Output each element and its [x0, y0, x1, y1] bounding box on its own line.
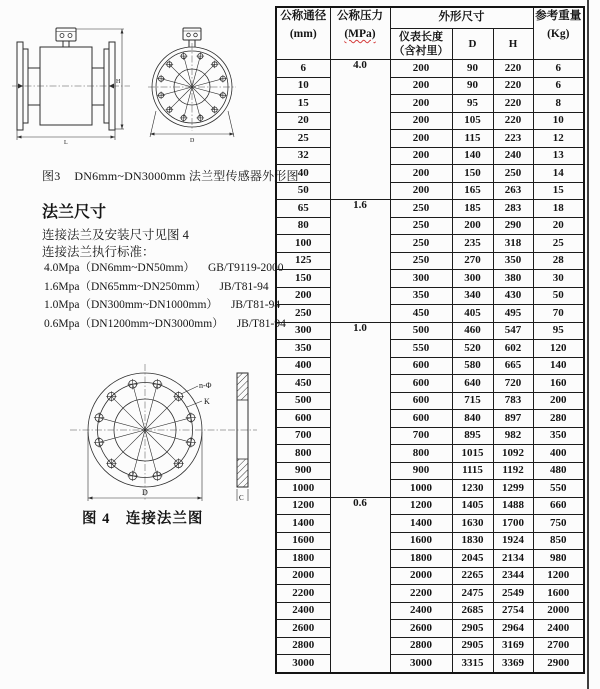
cell-weight: 2900: [533, 655, 584, 673]
standard-code: JB/T81-94: [219, 280, 269, 293]
cell-h: 1700: [493, 515, 533, 533]
dimension-L: [17, 130, 115, 145]
cell-weight: 140: [533, 357, 584, 375]
cell-h: 220: [493, 60, 533, 78]
table-row: [276, 95, 584, 113]
sensor-front-view-diagram: [146, 27, 240, 145]
cell-dn: 1200: [276, 497, 330, 515]
cell-dn: 2200: [276, 585, 330, 603]
cell-h: 2549: [493, 585, 533, 603]
cell-dn: 3000: [276, 655, 330, 673]
cell-h: 283: [493, 200, 533, 218]
table-row: [276, 340, 584, 358]
cell-d: 840: [452, 410, 493, 428]
cell-weight: 550: [533, 480, 584, 498]
cell-weight: 2700: [533, 637, 584, 655]
table-row: [276, 427, 584, 445]
standard-item: [44, 278, 286, 297]
cell-dn: 6: [276, 60, 330, 78]
table-row: [276, 480, 584, 498]
standard-item: [44, 296, 286, 315]
cell-d: 3315: [452, 655, 493, 673]
cell-dn: 150: [276, 270, 330, 288]
cell-length: 2800: [390, 637, 452, 655]
flange-dimension-table: [275, 6, 585, 674]
table-row: [276, 130, 584, 148]
flange-standard-line: 连接法兰执行标准：: [42, 245, 155, 259]
cell-pressure: 1.0: [330, 322, 390, 497]
cell-h: 350: [493, 252, 533, 270]
cell-pressure: 1.6: [330, 200, 390, 323]
flange-section-view: [228, 373, 257, 502]
cell-h: 220: [493, 112, 533, 130]
cell-length: 250: [390, 235, 452, 253]
standard-code: GB/T9119-2000: [207, 262, 284, 274]
cell-weight: 480: [533, 462, 584, 480]
cell-h: 1924: [493, 532, 533, 550]
cell-d: 1830: [452, 532, 493, 550]
table-row: [276, 217, 584, 235]
cell-h: 250: [493, 165, 533, 183]
table-row: [276, 147, 584, 165]
cell-d: 715: [452, 392, 493, 410]
standard-spec: 1.6Mpa（DN65mm~DN250mm）: [44, 280, 207, 293]
cell-weight: 18: [533, 200, 584, 218]
cell-d: 300: [452, 270, 493, 288]
cell-weight: 28: [533, 252, 584, 270]
cell-h: 1192: [493, 462, 533, 480]
table-row: [276, 445, 584, 463]
cell-length: 450: [390, 305, 452, 323]
cell-d: 460: [452, 322, 493, 340]
cell-h: 1299: [493, 480, 533, 498]
connection-flange-diagram: [58, 360, 263, 508]
cell-h: 290: [493, 217, 533, 235]
cell-dn: 900: [276, 462, 330, 480]
label-n-phi: n-Φ: [199, 381, 212, 390]
cell-d: 200: [452, 217, 493, 235]
cell-d: 1115: [452, 462, 493, 480]
label-K: K: [204, 397, 210, 406]
cell-length: 500: [390, 322, 452, 340]
cell-h: 783: [493, 392, 533, 410]
figure4-caption: 图 4 连接法兰图: [82, 511, 204, 527]
table-header-row-1: [276, 7, 584, 29]
cell-length: 200: [390, 182, 452, 200]
cell-d: 340: [452, 287, 493, 305]
dim-label-D: D: [142, 488, 148, 497]
cell-h: 495: [493, 305, 533, 323]
cell-d: 2905: [452, 637, 493, 655]
cell-h: 720: [493, 375, 533, 393]
cell-dn: 300: [276, 322, 330, 340]
table-row: [276, 462, 584, 480]
cell-weight: 10: [533, 112, 584, 130]
cell-h: 220: [493, 95, 533, 113]
cell-h: 897: [493, 410, 533, 428]
cell-dn: 10: [276, 77, 330, 95]
dim-label-H: H: [116, 79, 121, 85]
header-nominal-pressure: 公称压力 (MPa): [330, 7, 390, 60]
table-row: [276, 165, 584, 183]
cell-weight: 2400: [533, 620, 584, 638]
cell-h: 602: [493, 340, 533, 358]
table-row: [276, 602, 584, 620]
cell-d: 405: [452, 305, 493, 323]
cell-dn: 2600: [276, 620, 330, 638]
cell-h: 263: [493, 182, 533, 200]
cell-length: 200: [390, 60, 452, 78]
cell-length: 1000: [390, 480, 452, 498]
cell-weight: 850: [533, 532, 584, 550]
table-row: [276, 620, 584, 638]
cell-h: 220: [493, 77, 533, 95]
flange-install-line: 连接法兰及安装尺寸见图 4: [42, 228, 189, 242]
cell-weight: 25: [533, 235, 584, 253]
cell-length: 700: [390, 427, 452, 445]
cell-length: 200: [390, 112, 452, 130]
table-row: [276, 252, 584, 270]
standard-spec: 1.0Mpa（DN300mm~DN1000mm）: [44, 299, 218, 311]
header-reference-weight: 参考重量 (Kg): [533, 7, 584, 60]
figure3-title: DN6mm~DN3000mm 法兰型传感器外形图: [74, 169, 299, 183]
cell-length: 2200: [390, 585, 452, 603]
cell-d: 2475: [452, 585, 493, 603]
cell-h: 380: [493, 270, 533, 288]
cell-d: 140: [452, 147, 493, 165]
table-row: [276, 322, 584, 340]
cell-d: 2265: [452, 567, 493, 585]
sensor-side-view-diagram: [12, 27, 134, 145]
table-row: [276, 357, 584, 375]
cell-dn: 100: [276, 235, 330, 253]
header-outline-dimensions: 外形尺寸: [390, 7, 533, 29]
cell-dn: 50: [276, 182, 330, 200]
cell-dn: 1400: [276, 515, 330, 533]
cell-length: 3000: [390, 655, 452, 673]
cell-dn: 600: [276, 410, 330, 428]
cell-d: 165: [452, 182, 493, 200]
table-row: [276, 200, 584, 218]
cell-dn: 450: [276, 375, 330, 393]
cell-dn: 2000: [276, 567, 330, 585]
table-row: [276, 375, 584, 393]
cell-weight: 200: [533, 392, 584, 410]
standard-item: [44, 259, 286, 278]
cell-weight: 1200: [533, 567, 584, 585]
cell-dn: 40: [276, 165, 330, 183]
dim-label-C: C: [239, 494, 244, 502]
cell-d: 115: [452, 130, 493, 148]
cell-dn: 1000: [276, 480, 330, 498]
cell-d: 895: [452, 427, 493, 445]
cell-length: 1600: [390, 532, 452, 550]
cell-dn: 80: [276, 217, 330, 235]
bolt-circle-callout: [187, 397, 210, 407]
bolt-callout: [181, 381, 212, 394]
cell-dn: 125: [276, 252, 330, 270]
cell-length: 600: [390, 357, 452, 375]
cell-h: 982: [493, 427, 533, 445]
cell-length: 200: [390, 147, 452, 165]
cell-length: 250: [390, 217, 452, 235]
cell-d: 1015: [452, 445, 493, 463]
flange-table-body: [276, 60, 584, 673]
cell-length: 250: [390, 200, 452, 218]
dimension-H: [76, 29, 124, 129]
cell-dn: 25: [276, 130, 330, 148]
cell-h: 430: [493, 287, 533, 305]
cell-length: 250: [390, 252, 452, 270]
cell-length: 350: [390, 287, 452, 305]
cell-h: 1092: [493, 445, 533, 463]
cell-weight: 70: [533, 305, 584, 323]
table-row: [276, 112, 584, 130]
cell-d: 1405: [452, 497, 493, 515]
table-row: [276, 305, 584, 323]
cell-d: 90: [452, 77, 493, 95]
table-row: [276, 567, 584, 585]
table-row: [276, 77, 584, 95]
table-row: [276, 497, 584, 515]
cell-d: 1630: [452, 515, 493, 533]
cell-h: 3169: [493, 637, 533, 655]
cell-weight: 12: [533, 130, 584, 148]
cell-h: 547: [493, 322, 533, 340]
cell-weight: 350: [533, 427, 584, 445]
cell-length: 1800: [390, 550, 452, 568]
cell-length: 200: [390, 77, 452, 95]
cell-length: 600: [390, 392, 452, 410]
dim-label-D: D: [190, 138, 195, 144]
standard-spec: 4.0Mpa（DN6mm~DN50mm）: [44, 262, 195, 274]
cell-weight: 20: [533, 217, 584, 235]
cell-dn: 1800: [276, 550, 330, 568]
cell-h: 1488: [493, 497, 533, 515]
cell-dn: 200: [276, 287, 330, 305]
cell-weight: 15: [533, 182, 584, 200]
cell-d: 2045: [452, 550, 493, 568]
cell-h: 2134: [493, 550, 533, 568]
table-panel: [275, 6, 583, 674]
cell-h: 2964: [493, 620, 533, 638]
table-row: [276, 410, 584, 428]
table-row: [276, 182, 584, 200]
cell-weight: 750: [533, 515, 584, 533]
flange-size-heading: 法兰尺寸: [42, 204, 107, 221]
cell-dn: 65: [276, 200, 330, 218]
flange-standards-list: [44, 259, 286, 333]
cell-weight: 400: [533, 445, 584, 463]
cell-d: 1230: [452, 480, 493, 498]
cell-length: 600: [390, 375, 452, 393]
cell-length: 2400: [390, 602, 452, 620]
cell-dn: 400: [276, 357, 330, 375]
cell-weight: 280: [533, 410, 584, 428]
table-row: [276, 270, 584, 288]
header-instrument-length: 仪表长度 （含衬里）: [390, 29, 452, 60]
cell-length: 2600: [390, 620, 452, 638]
cell-h: 318: [493, 235, 533, 253]
table-row: [276, 655, 584, 673]
cell-length: 1400: [390, 515, 452, 533]
header-nominal-diameter: 公称通径 (mm): [276, 7, 330, 60]
cell-d: 105: [452, 112, 493, 130]
cell-dn: 2800: [276, 637, 330, 655]
cell-d: 2905: [452, 620, 493, 638]
cell-dn: 20: [276, 112, 330, 130]
cell-length: 2000: [390, 567, 452, 585]
table-row: [276, 515, 584, 533]
cell-length: 200: [390, 95, 452, 113]
figure3-caption: [42, 167, 299, 184]
cell-d: 150: [452, 165, 493, 183]
table-row: [276, 532, 584, 550]
cell-length: 800: [390, 445, 452, 463]
cell-h: 665: [493, 357, 533, 375]
cell-length: 300: [390, 270, 452, 288]
cell-length: 200: [390, 165, 452, 183]
cell-h: 2754: [493, 602, 533, 620]
standard-spec: 0.6Mpa（DN1200mm~DN3000mm）: [44, 317, 224, 330]
cell-d: 270: [452, 252, 493, 270]
cell-h: 223: [493, 130, 533, 148]
cell-length: 1200: [390, 497, 452, 515]
cell-dn: 800: [276, 445, 330, 463]
cell-length: 600: [390, 410, 452, 428]
table-row: [276, 585, 584, 603]
cell-d: 2685: [452, 602, 493, 620]
cell-length: 200: [390, 130, 452, 148]
cell-weight: 1600: [533, 585, 584, 603]
cell-d: 235: [452, 235, 493, 253]
cell-weight: 120: [533, 340, 584, 358]
cell-weight: 2000: [533, 602, 584, 620]
table-row: [276, 637, 584, 655]
cell-d: 185: [452, 200, 493, 218]
cell-weight: 13: [533, 147, 584, 165]
cell-d: 90: [452, 60, 493, 78]
cell-weight: 8: [533, 95, 584, 113]
cell-dn: 1600: [276, 532, 330, 550]
dim-label-L: L: [64, 140, 68, 145]
cell-weight: 980: [533, 550, 584, 568]
cell-dn: 15: [276, 95, 330, 113]
cell-dn: 32: [276, 147, 330, 165]
cell-d: 640: [452, 375, 493, 393]
cell-dn: 2400: [276, 602, 330, 620]
cell-pressure: 4.0: [330, 60, 390, 200]
cell-weight: 50: [533, 287, 584, 305]
page-edge-line: [587, 0, 589, 689]
table-row: [276, 60, 584, 78]
table-row: [276, 550, 584, 568]
cell-dn: 500: [276, 392, 330, 410]
cell-h: 2344: [493, 567, 533, 585]
cell-weight: 95: [533, 322, 584, 340]
cell-d: 520: [452, 340, 493, 358]
table-row: [276, 235, 584, 253]
junction-box: [56, 28, 76, 47]
table-row: [276, 392, 584, 410]
standard-code: JB/T81-94: [236, 317, 286, 330]
cell-h: 240: [493, 147, 533, 165]
cell-length: 900: [390, 462, 452, 480]
table-row: [276, 287, 584, 305]
standard-code: JB/T81-94: [230, 299, 281, 311]
cell-d: 580: [452, 357, 493, 375]
cell-weight: 30: [533, 270, 584, 288]
cell-pressure: 0.6: [330, 497, 390, 673]
header-h: H: [493, 29, 533, 60]
cell-weight: 160: [533, 375, 584, 393]
cell-dn: 700: [276, 427, 330, 445]
cell-length: 550: [390, 340, 452, 358]
cell-weight: 6: [533, 60, 584, 78]
cell-weight: 6: [533, 77, 584, 95]
cell-h: 3369: [493, 655, 533, 673]
cell-d: 95: [452, 95, 493, 113]
standard-item: [44, 315, 286, 334]
cell-dn: 250: [276, 305, 330, 323]
header-d: D: [452, 29, 493, 60]
figure3-number: 图3: [42, 169, 61, 183]
cell-weight: 14: [533, 165, 584, 183]
cell-weight: 660: [533, 497, 584, 515]
cell-dn: 350: [276, 340, 330, 358]
